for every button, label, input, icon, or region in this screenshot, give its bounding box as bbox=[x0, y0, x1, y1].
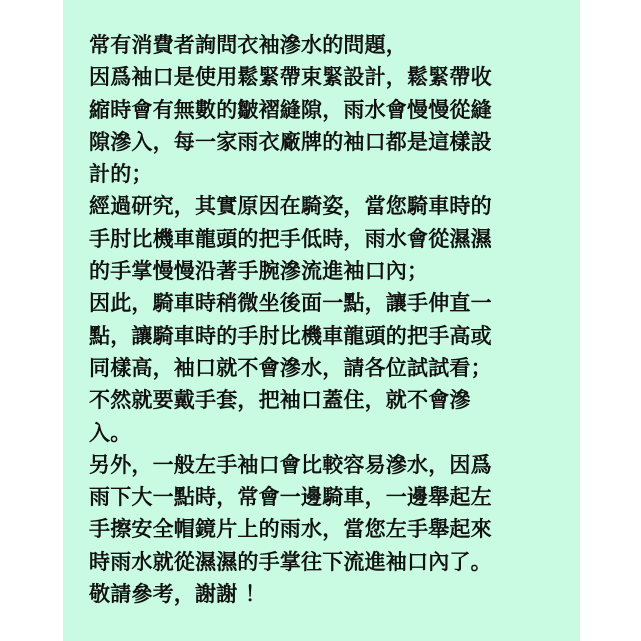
text-line: 另外，一般左手袖口會比較容易滲水，因爲 bbox=[89, 452, 492, 477]
text-line: 經過研究，其實原因在騎姿，當您騎車時的 bbox=[89, 194, 492, 219]
text-line: 同樣高，袖口就不會滲水，請各位試試看； bbox=[89, 355, 492, 380]
text-line: 不然就要戴手套，把袖口蓋住，就不會滲 bbox=[89, 388, 471, 413]
text-line: 點，讓騎車時的手肘比機車龍頭的把手高或 bbox=[89, 323, 492, 348]
text-line: 因爲袖口是使用鬆緊帶束緊設計，鬆緊帶收 bbox=[89, 65, 492, 90]
text-line: 時雨水就從濕濕的手掌往下流進袖口內了。 bbox=[89, 549, 492, 574]
text-line: 敬請參考，謝謝 ！ bbox=[89, 582, 267, 607]
text-line: 的手掌慢慢沿著手腕滲流進袖口內； bbox=[89, 259, 429, 284]
text-line: 縮時會有無數的皺褶縫隙，雨水會慢慢從縫 bbox=[89, 97, 492, 122]
message-text bbox=[89, 29, 559, 610]
text-line: 手擦安全帽鏡片上的雨水，當您左手舉起來 bbox=[89, 517, 492, 542]
text-line: 因此，騎車時稍微坐後面一點，讓手伸直一 bbox=[89, 291, 492, 316]
text-line: 隙滲入，每一家雨衣廠牌的袖口都是這樣設 bbox=[89, 129, 492, 154]
text-line: 手肘比機車龍頭的把手低時，雨水會從濕濕 bbox=[89, 226, 492, 251]
text-line: 雨下大一點時，常會一邊騎車，一邊舉起左 bbox=[89, 485, 492, 510]
text-line: 入。 bbox=[89, 420, 132, 445]
text-line: 常有消費者詢問衣袖滲水的問題， bbox=[89, 33, 407, 57]
text-line: 計的； bbox=[89, 162, 153, 187]
